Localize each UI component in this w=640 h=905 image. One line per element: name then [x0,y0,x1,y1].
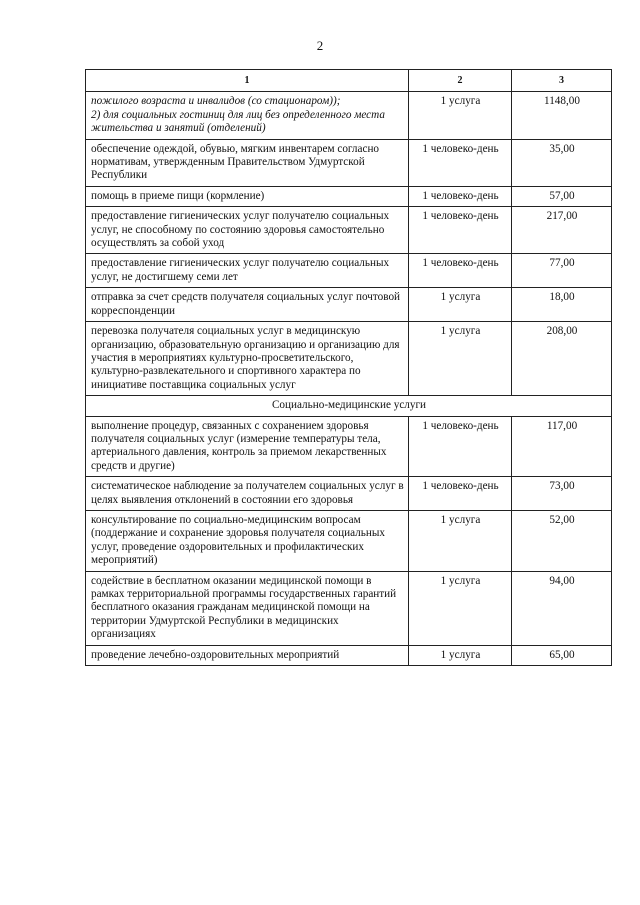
unit-cell: 1 услуга [409,288,512,322]
price-cell: 73,00 [512,477,612,511]
unit-cell: 1 услуга [409,322,512,396]
service-cell: перевозка получателя социальных услуг в медицинскую организацию, образовательную организацию и организацию для участия в мероприятиях культурно-просветительского, культурно-развлекательного и спортивного характера по инициативе поставщика социальных услуг [86,322,409,396]
unit-cell: 1 человеко-день [409,416,512,477]
table-row [86,254,612,288]
section-title: Социально-медицинские услуги [86,396,612,416]
price-cell: 65,00 [512,645,612,665]
service-cell: предоставление гигиенических услуг получателю социальных услуг, не способному по состоянию здоровья самостоятельно осуществлять за собой уход [86,207,409,254]
price-cell: 52,00 [512,510,612,571]
table-header-row [86,70,612,92]
service-cell: обеспечение одеждой, обувью, мягким инвентарем согласно нормативам, утвержденным Правительством Удмуртской Республики [86,139,409,186]
tariff-table [85,69,612,666]
service-cell: предоставление гигиенических услуг получателю социальных услуг, не достигшему семи лет [86,254,409,288]
service-cell: проведение лечебно-оздоровительных мероприятий [86,645,409,665]
service-cell [86,92,409,139]
price-cell: 77,00 [512,254,612,288]
unit-cell: 1 услуга [409,571,512,645]
unit-cell: 1 услуга [409,645,512,665]
column-header-3: 3 [512,70,612,92]
column-header-2: 2 [409,70,512,92]
section-row [86,396,612,416]
column-header-1: 1 [86,70,409,92]
table-row [86,207,612,254]
continuation-text-line1: пожилого возраста и инвалидов (со стационаром)); [91,95,341,108]
table-row [86,477,612,511]
price-cell: 117,00 [512,416,612,477]
unit-cell: 1 человеко-день [409,139,512,186]
price-cell: 57,00 [512,186,612,206]
table-row [86,645,612,665]
unit-cell: 1 человеко-день [409,186,512,206]
price-cell: 35,00 [512,139,612,186]
unit-cell: 1 услуга [409,510,512,571]
service-cell: содействие в бесплатном оказании медицинской помощи в рамках территориальной программы государственных гарантий бесплатного оказания гражданам медицинской помощи на территории Удмуртской Республики в медицинских организациях [86,571,409,645]
service-cell: выполнение процедур, связанных с сохранением здоровья получателя социальных услуг (измерение температуры тела, артериального давления, контроль за приемом лекарственных средств и другие) [86,416,409,477]
service-cell: консультирование по социально-медицинским вопросам (поддержание и сохранение здоровья получателя социальных услуг, проведение оздоровительных и профилактических мероприятий) [86,510,409,571]
unit-cell: 1 человеко-день [409,254,512,288]
page-number: 2 [316,38,324,53]
table-row-continuation [86,92,612,139]
table-row [86,186,612,206]
table-row [86,510,612,571]
price-cell: 208,00 [512,322,612,396]
service-cell: помощь в приеме пищи (кормление) [86,186,409,206]
table-row [86,416,612,477]
unit-cell: 1 услуга [409,92,512,139]
table-row [86,571,612,645]
price-cell: 217,00 [512,207,612,254]
unit-cell: 1 человеко-день [409,477,512,511]
table-row [86,288,612,322]
table-row [86,139,612,186]
price-cell: 1148,00 [512,92,612,139]
table-row [86,322,612,396]
service-cell: отправка за счет средств получателя социальных услуг почтовой корреспонденции [86,288,409,322]
price-cell: 94,00 [512,571,612,645]
continuation-text-line2: 2) для социальных гостиниц для лиц без определенного места жительства и занятий (отделений) [91,108,385,135]
unit-cell: 1 человеко-день [409,207,512,254]
price-cell: 18,00 [512,288,612,322]
service-cell: систематическое наблюдение за получателем социальных услуг в целях выявления отклонений в состоянии его здоровья [86,477,409,511]
